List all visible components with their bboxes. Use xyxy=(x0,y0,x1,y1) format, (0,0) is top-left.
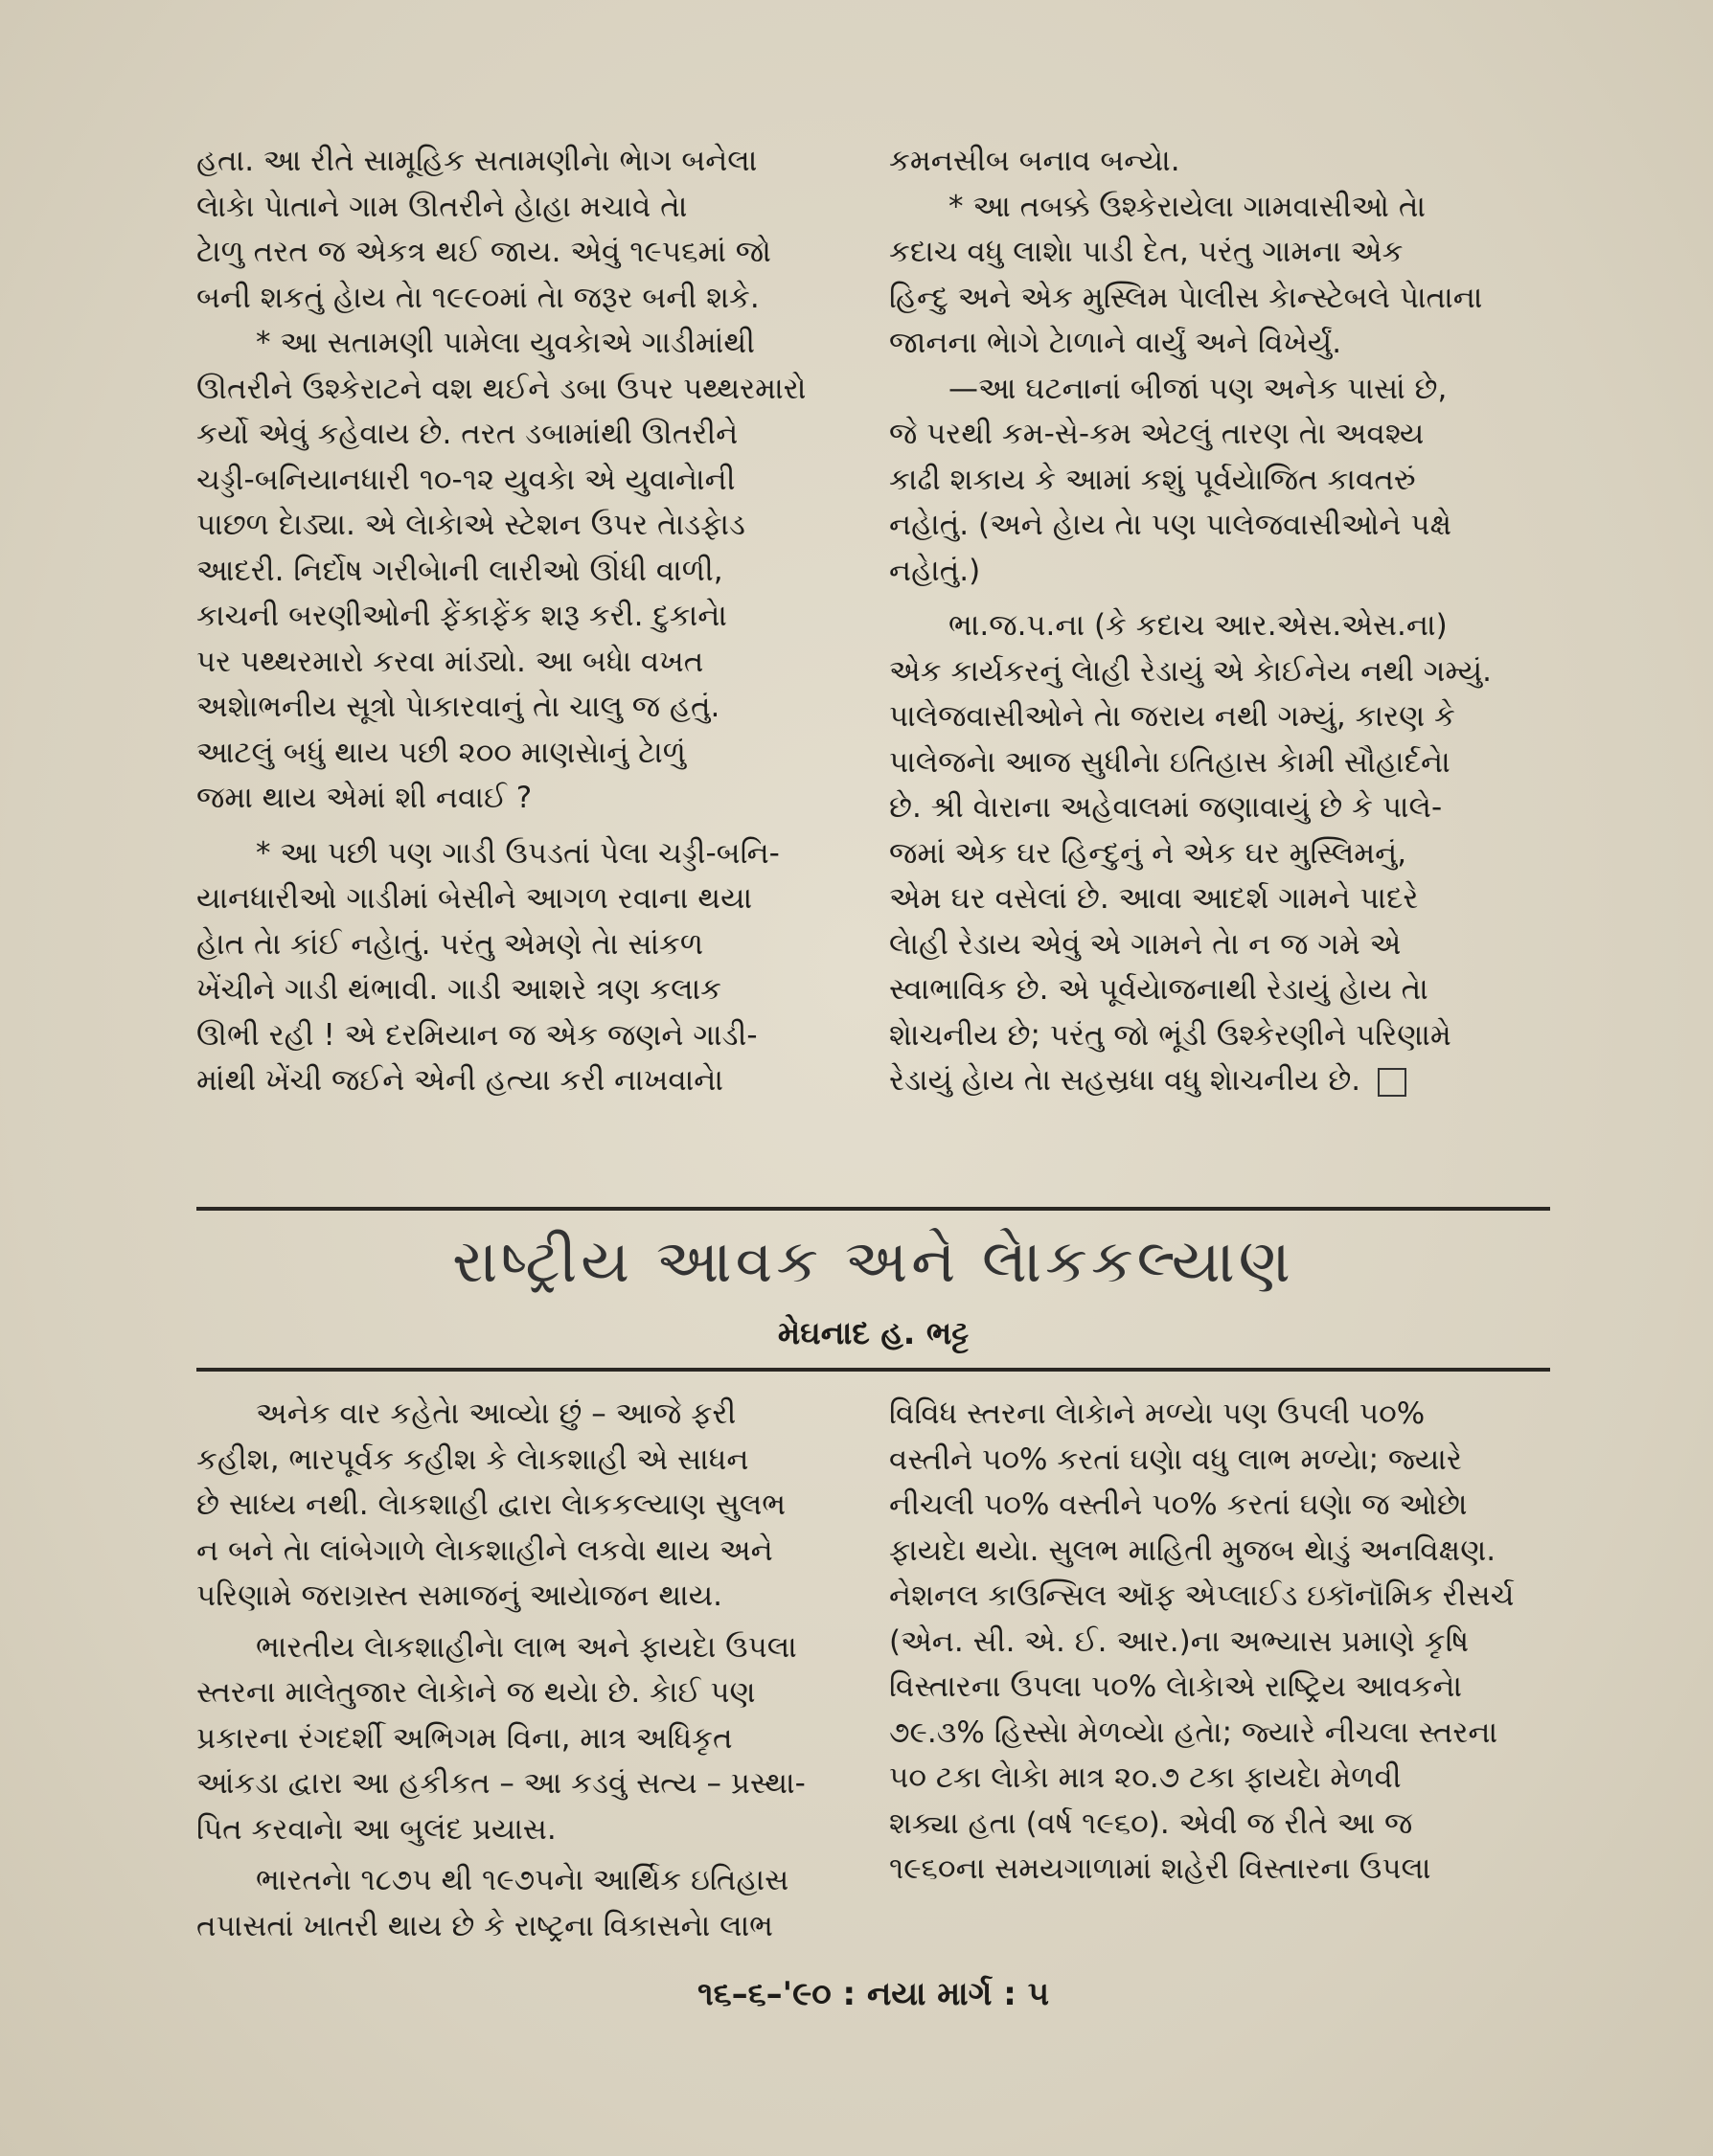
text-line: પિત કરવાનેા આ બુલંદ પ્રયાસ. xyxy=(196,1811,557,1847)
text-line: પાછળ દેાડ્યા. એ લેાકેાએ સ્ટેશન ઉપર તેાડફેાડ xyxy=(196,508,745,542)
text-line: જમાં એક ઘર હિન્દુનું ને એક ઘર મુસ્લિમનું, xyxy=(889,835,1407,871)
text-line: * આ પછી પણ ગાડી ઉપડતાં પેલા ચડ્ડી-બનિ- xyxy=(256,835,780,871)
text-line: યાનધારીઓ ગાડીમાં બેસીને આગળ રવાના થયા xyxy=(196,881,753,916)
text-line: એક કાર્યકરનું લેાહી રેડાયું એ કેાઈનેય નથી ગમ્યું. xyxy=(889,653,1492,689)
text-line: ખેંચીને ગાડી થંભાવી. ગાડી આશરે ત્રણ કલાક xyxy=(196,972,722,1007)
text-line: કહીશ, ભારપૂર્વક કહીશ કે લેાકશાહી એ સાધન xyxy=(196,1441,749,1477)
text-line: પર પથ્થરમારો કરવા માંડ્યો. આ બધેા વખત xyxy=(196,644,704,679)
text-line: પ્રકારના રંગદર્શી અભિગમ વિના, માત્ર અધિકૃત xyxy=(196,1720,733,1756)
text-line-content: રેડાયું હેાય તેા સહસ્રધા વધુ શેાચનીય છે. xyxy=(889,1063,1361,1098)
text-line: ન બને તેા લાંબેગાળે લેાકશાહીને લકવેા થાય અને xyxy=(196,1532,773,1568)
article-title: રાષ્ટ્રીય આવક અને લેાકકલ્યાણ xyxy=(452,1226,1294,1296)
text-line: ૭૯.૩% હિસ્સેા મેળવ્યેા હતેા; જ્યારે નીચલા સ્તરના xyxy=(889,1714,1498,1750)
text-line: લેાકેા પેાતાને ગામ ઊતરીને હેાહા મચાવે તેા xyxy=(196,189,688,224)
text-line: આટલું બધું થાય પછી ૨૦૦ માણસેાનું ટેાળું xyxy=(196,735,686,770)
end-of-article-mark xyxy=(1378,1068,1406,1097)
text-line: અનેક વાર કહેતેા આવ્યેા છું – આજે ફરી xyxy=(256,1396,737,1431)
text-line: હતા. આ રીતે સામૂહિક સતામણીનેા ભેાગ બનેલા xyxy=(196,144,758,178)
text-line: કદાચ વધુ લાશેા પાડી દેત, પરંતુ ગામના એક xyxy=(889,235,1404,269)
text-line: ભારતીય લેાકશાહીનેા લાભ અને ફાયદેા ઉપલા xyxy=(256,1629,797,1665)
text-line: (એન. સી. એ. ઈ. આર.)ના અભ્યાસ પ્રમાણે કૃષિ xyxy=(889,1623,1470,1659)
text-line: હેાત તેા કાંઈ નહેાતું. પરંતુ એમણે તેા સાંકળ xyxy=(196,926,704,962)
text-line: લેાહી રેડાય એવું એ ગામને તેા ન જ ગમે એ xyxy=(889,926,1402,962)
text-line: હિન્દુ અને એક મુસ્લિમ પેાલીસ કેાન્સ્ટેબલે પેાતાના xyxy=(889,280,1483,315)
text-line: વિસ્તારના ઉપલા ૫૦% લેાકેાએ રાષ્ટ્રિય આવકનેા xyxy=(889,1669,1463,1704)
text-line: ચડ્ડી-બનિયાનધારી ૧૦-૧૨ યુવકેા એ યુવાનેાની xyxy=(196,462,736,497)
text-line: ભા.જ.પ.ના (કે કદાચ આર.એસ.એસ.ના) xyxy=(948,608,1448,643)
text-line: નહેાતું.) xyxy=(889,553,981,588)
text-line: શક્યા હતા (વર્ષ ૧૯૬૦). એવી જ રીતે આ જ xyxy=(889,1805,1413,1841)
text-line: આંકડા દ્વારા આ હકીકત – આ કડવું સત્ય – પ્રસ્થા- xyxy=(196,1766,806,1801)
text-line: આદરી. નિર્દોષ ગરીબેાની લારીઓ ઊંધી વાળી, xyxy=(196,553,723,588)
text-line: સ્તરના માલેતુજાર લેાકેાને જ થયેા છે. કેાઈ પણ xyxy=(196,1675,756,1710)
text-line: ૧૯૬૦ના સમયગાળામાં શહેરી વિસ્તારના ઉપલા xyxy=(889,1851,1431,1886)
text-line: છે. શ્રી વેારાના અહેવાલમાં જણાવાયું છે કે પાલે- xyxy=(889,790,1443,825)
text-line: માંથી ખેંચી જઈને એની હત્યા કરી નાખવાનેા xyxy=(196,1063,723,1098)
text-line: છે સાધ્ય નથી. લેાકશાહી દ્વારા લેાકકલ્યાણ સુલભ xyxy=(196,1487,787,1522)
text-line: * આ સતામણી પામેલા યુવકેાએ ગાડીમાંથી xyxy=(256,326,755,360)
article-right-column xyxy=(889,1392,1550,1893)
text-line: જમા થાય એમાં શી નવાઈ ? xyxy=(196,781,533,815)
text-line: ૫૦ ટકા લેાકેા માત્ર ૨૦.૭ ટકા ફાયદેા મેળવી xyxy=(889,1760,1402,1795)
article-author: મેઘનાદ હ. ભટ્ટ xyxy=(777,1314,970,1351)
text-line: —આ ઘટનાનાં બીજાં પણ અનેક પાસાં છે, xyxy=(948,371,1448,406)
text-line: વિવિધ સ્તરના લેાકેાને મળ્યેા પણ ઉપલી ૫૦% xyxy=(889,1396,1426,1431)
text-line: બની શકતું હેાય તેા ૧૯૯૦માં તેા જરૂર બની શકે. xyxy=(196,280,760,315)
text-line: પરિણામે જરાગ્રસ્ત સમાજનું આયેાજન થાય. xyxy=(196,1578,723,1613)
text-line: ફાયદેા થયેા. સુલભ માહિતી મુજબ થેાડું અનવિક્ષણ. xyxy=(889,1532,1496,1568)
text-line xyxy=(889,1058,1550,1104)
text-line: જાનના ભેાગે ટેાળાને વાર્યું અને વિખેર્યું. xyxy=(889,326,1342,360)
text-line: વસ્તીને ૫૦% કરતાં ઘણેા વધુ લાભ મળ્યેા; જ્યારે xyxy=(889,1441,1462,1477)
text-line: સ્વાભાવિક છે. એ પૂર્વયેાજનાથી રેડાયું હેાય તેા xyxy=(889,972,1428,1007)
text-line: નીચલી ૫૦% વસ્તીને ૫૦% કરતાં ઘણેા જ ઓછેા xyxy=(889,1487,1468,1522)
text-line: પાલેજવાસીઓને તેા જરાય નથી ગમ્યું, કારણ કે xyxy=(889,699,1455,734)
text-line: * આ તબક્કે ઉશ્કેરાયેલા ગામવાસીઓ તેા xyxy=(948,189,1426,224)
article-continued-right-column xyxy=(889,139,1550,1104)
text-line: નહેાતું. (અને હેાય તેા પણ પાલેજવાસીઓને પક્ષે xyxy=(889,508,1451,542)
text-line: નેશનલ કાઉન્સિલ ઑફ એપ્લાઈડ ઇકૉનૉમિક રીસર્ચ xyxy=(889,1578,1515,1613)
text-line: ટેાળુ તરત જ એકત્ર થઈ જાય. એવું ૧૯૫૬માં જો xyxy=(196,235,771,269)
text-line: પાલેજનેા આજ સુધીનેા ઇતિહાસ કેામી સૌહાર્દનેા xyxy=(889,744,1450,780)
text-line: ઊતરીને ઉશ્કેરાટને વશ થઈને ડબા ઉપર પથ્થરમારો xyxy=(196,371,807,406)
text-line: કર્યો એવું કહેવાય છે. તરત ડબામાંથી ઊતરીને xyxy=(196,417,739,451)
text-line: શેાચનીય છે; પરંતુ જો ભૂંડી ઉશ્કેરણીને પરિણામે xyxy=(889,1017,1451,1053)
page-footer: ૧૬–૬–'૯૦ : નયા માર્ગ : ૫ xyxy=(697,1975,1050,2013)
section-divider-top xyxy=(196,1207,1550,1211)
text-line: કાઢી શકાય કે આમાં કશું પૂર્વયેાજિત કાવતરું xyxy=(889,462,1416,497)
text-line: એમ ઘર વસેલાં છે. આવા આદર્શ ગામને પાદરે xyxy=(889,881,1419,916)
text-line: કાચની બરણીઓની ફેંકાફેંક શરૂ કરી. દુકાનેા xyxy=(196,599,727,633)
text-line: અશેાભનીય સૂત્રો પેાકારવાનું તેા ચાલુ જ હતું. xyxy=(196,690,720,724)
text-line: તપાસતાં ખાતરી થાય છે કે રાષ્ટ્રના વિકાસનેા લાભ xyxy=(196,1908,773,1943)
article-left-column xyxy=(196,1392,857,1949)
text-line: જે પરથી કમ-સે-કમ એટલું તારણ તેા અવશ્ય xyxy=(889,417,1425,451)
text-line: ભારતનેા ૧૮૭૫ થી ૧૯૭૫નેા આર્થિક ઇતિહાસ xyxy=(256,1863,789,1897)
section-divider-bottom xyxy=(196,1368,1550,1372)
text-line: ઊભી રહી ! એ દરમિયાન જ એક જણને ગાડી- xyxy=(196,1017,758,1053)
article-continued-left-column xyxy=(196,139,857,1104)
text-line: કમનસીબ બનાવ બન્યેા. xyxy=(889,144,1180,178)
